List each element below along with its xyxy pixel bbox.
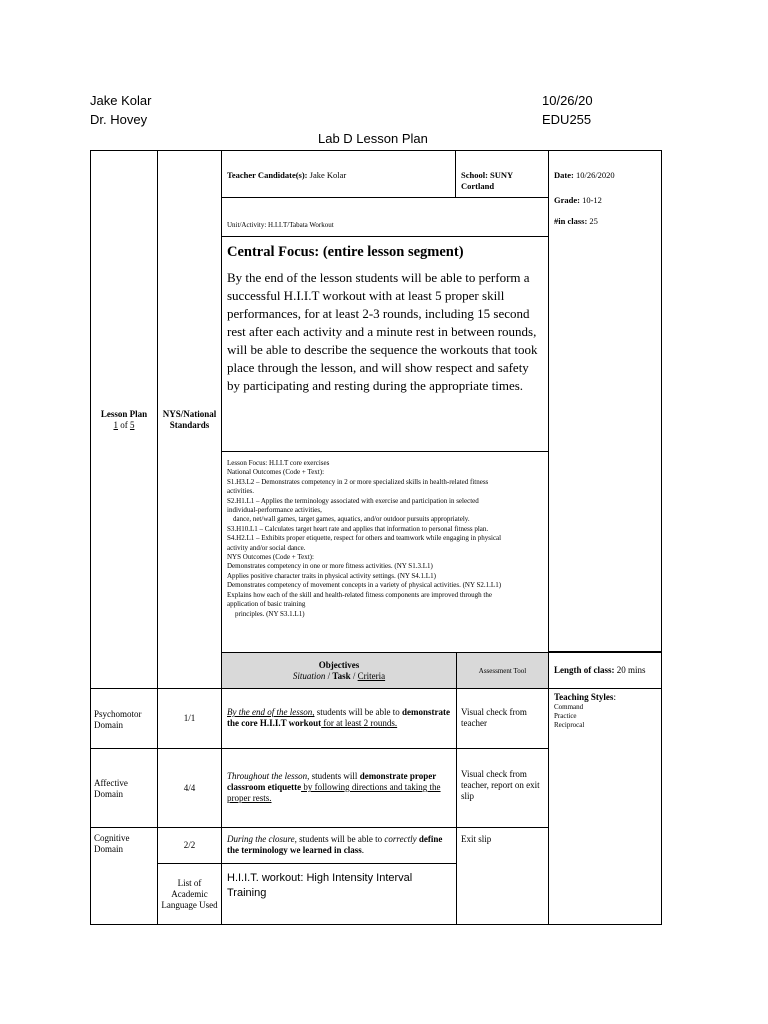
lesson-number: 1 of 5 xyxy=(113,419,135,430)
teaching-styles-heading: Teaching Styles: xyxy=(554,692,616,702)
standards-cell xyxy=(221,451,549,653)
assessment-cognitive: Exit slip xyxy=(456,827,549,925)
lesson-focus: Lesson Focus: H.I.I.T core exercises xyxy=(227,459,330,467)
assessment-affective: Visual check from teacher, report on exit slip xyxy=(456,748,549,828)
student-name: Jake Kolar xyxy=(90,93,152,108)
standards-label: NYS/National Standards xyxy=(157,150,222,689)
standard-line: Demonstrates competency in one or more fitness activities. (NY S1.3.L1) xyxy=(227,562,433,571)
standard-line: Applies positive character traits in physical activity settings. (NY S4.1.L1) xyxy=(227,571,436,580)
standard-line: Explains how each of the skill and health-related fitness components are improved through the xyxy=(227,590,492,599)
length-of-class-cell: Length of class: 20 mins xyxy=(548,652,662,689)
document-title: Lab D Lesson Plan xyxy=(318,131,428,146)
standard-line: dance, net/wall games, target games, aquatics, and/or outdoor pursuits appropriately. xyxy=(233,515,470,524)
class-size-field: #in class: 25 xyxy=(554,216,598,226)
standard-line: individual-performance activities, xyxy=(227,506,322,515)
domain-cognitive: Cognitive Domain xyxy=(90,827,158,925)
standard-line: principles. (NY S3.1.L1) xyxy=(235,609,305,618)
standard-line: S3.H10.L1 – Calculates target heart rate and applies that information to personal fitness plan. xyxy=(227,524,489,533)
teaching-style-item: Command xyxy=(554,703,584,711)
grade-field: Grade: 10-12 xyxy=(554,195,602,205)
domain-psychomotor: Psychomotor Domain xyxy=(90,688,158,749)
standard-line: activities. xyxy=(227,487,255,496)
lesson-plan-label: Lesson Plan xyxy=(100,408,148,419)
standard-line: S2.H1.L1 – Applies the terminology associated with exercise and participation in selected xyxy=(227,496,479,505)
objective-code: 2/2 xyxy=(157,827,222,864)
standard-line: Demonstrates competency of movement concepts in a variety of physical activities. (NY S2.1.L1) xyxy=(227,581,502,590)
central-focus-cell xyxy=(221,236,549,452)
nys-outcomes-heading: NYS Outcomes (Code + Text): xyxy=(227,553,314,562)
unit-activity: Unit/Activity: H.I.I.T/Tabata Workout xyxy=(221,197,549,237)
lesson-plan-table xyxy=(90,150,662,925)
instructor-name: Dr. Hovey xyxy=(90,112,148,127)
lesson-plan-cell xyxy=(90,150,158,689)
date-field: Date: 10/26/2020 xyxy=(554,170,615,180)
assessment-tool-header: Assessment Tool xyxy=(456,652,549,689)
objectives-header xyxy=(221,652,457,689)
standard-line: S1.H3.L2 – Demonstrates competency in 2 or more specialized skills in health-related fitness xyxy=(227,477,489,486)
standard-line: S4.H2.L1 – Exhibits proper etiquette, respect for others and teamwork while engaging in physical xyxy=(227,534,502,543)
course-code: EDU255 xyxy=(542,112,592,127)
class-info-cell xyxy=(548,150,662,652)
national-outcomes-heading: National Outcomes (Code + Text): xyxy=(227,468,325,477)
teaching-style-item: Practice xyxy=(554,712,577,720)
teaching-styles-cell xyxy=(548,688,662,925)
teaching-style-item: Reciprocal xyxy=(554,721,585,729)
objective-psychomotor: By the end of the lesson, students will be able to demonstrate the core H.I.I.T workout for at least 2 rounds. xyxy=(221,688,457,749)
objective-code: 1/1 xyxy=(157,688,222,749)
teacher-candidate-cell: Teacher Candidate(s): Jake Kolar xyxy=(221,150,456,198)
objectives-subtitle: Situation / Task / Criteria xyxy=(292,670,386,681)
central-focus-text: By the end of the lesson students will be able to perform a successful H.I.I.T workout with at least 5 proper skill performances, for at least 2-3 rounds, including 15 second rest after each activity and a minute rest in between rounds, will be able to describe the sequence the workouts that took place through the lesson, and will show respect and safety by participating and resting during the appropriate times. xyxy=(227,270,538,393)
objectives-title: Objectives xyxy=(318,659,360,670)
school-cell: School: SUNY Cortland xyxy=(455,150,549,198)
academic-language-value: H.I.I.T. workout: High Intensity Interval Training xyxy=(221,863,457,925)
standard-line: activity and/or social dance. xyxy=(227,543,306,552)
academic-language-label: List of Academic Language Used xyxy=(157,863,222,925)
objective-affective: Throughout the lesson, students will demonstrate proper classroom etiquette by following directions and taking the proper rests. xyxy=(221,748,457,828)
assessment-psychomotor: Visual check from teacher xyxy=(456,688,549,749)
standard-line: application of basic training xyxy=(227,600,306,609)
objective-cognitive: During the closure, students will be able to correctly define the terminology we learned in class. xyxy=(221,827,457,864)
objective-code: 4/4 xyxy=(157,748,222,828)
header-date: 10/26/20 xyxy=(542,93,593,108)
domain-affective: Affective Domain xyxy=(90,748,158,828)
central-focus-heading: Central Focus: (entire lesson segment) xyxy=(227,244,464,260)
